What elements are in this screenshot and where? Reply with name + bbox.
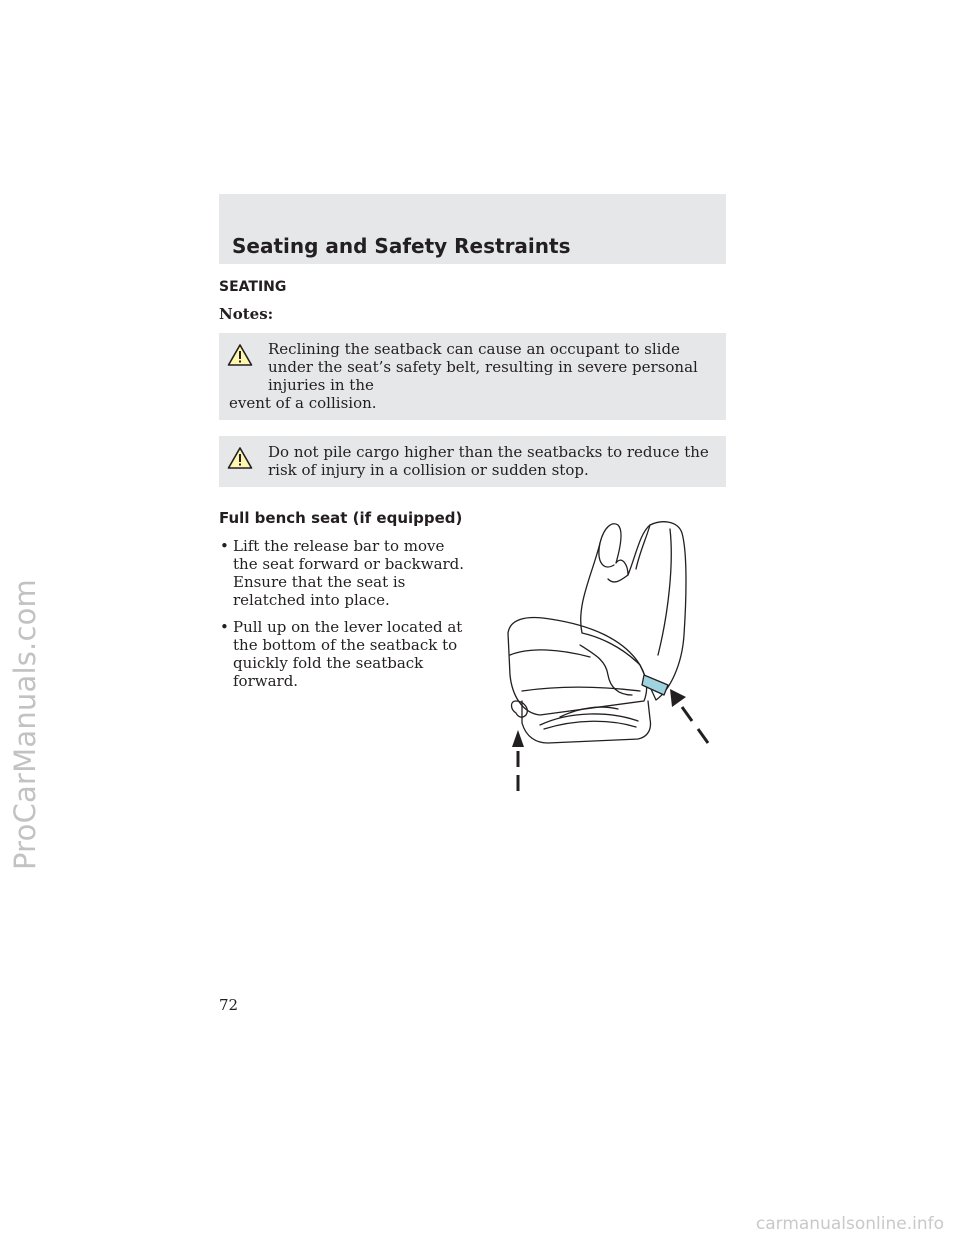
watermark-left: ProCarManuals.com (8, 579, 42, 870)
warning-box-1 (219, 333, 726, 420)
notes-label: Notes: (219, 305, 274, 323)
subsection-heading: Full bench seat (if equipped) (219, 509, 463, 527)
list-item (219, 537, 471, 609)
section-heading: SEATING (219, 279, 287, 295)
bullet-icon: • (220, 618, 229, 636)
bullet-text: Lift the release bar to move the seat forward or backward. Ensure that the seat is relatched into place. (233, 537, 465, 609)
page-number: 72 (219, 996, 239, 1014)
bench-seat-illustration (500, 515, 720, 795)
chapter-title: Seating and Safety Restraints (232, 234, 571, 258)
warning-box-2 (219, 436, 726, 487)
warning-2-text: Do not pile cargo higher than the seatbacks to reduce the risk of injury in a collision or sudden stop. (268, 443, 709, 479)
bullet-list (219, 537, 471, 690)
bullet-icon: • (220, 537, 229, 555)
list-item (219, 618, 471, 690)
warning-triangle-icon (227, 446, 253, 470)
watermark-bottom: carmanualsonline.info (755, 1214, 944, 1234)
warning-1-text: Reclining the seatback can cause an occupant to slide under the seat’s safety belt, resulting in severe personal injuries in the (268, 340, 698, 394)
warning-1-text-cont: event of a collision. (229, 394, 377, 412)
warning-triangle-icon (227, 343, 253, 367)
chapter-header (219, 194, 726, 264)
bullet-text: Pull up on the lever located at the bottom of the seatback to quickly fold the seatback forward. (233, 618, 463, 690)
